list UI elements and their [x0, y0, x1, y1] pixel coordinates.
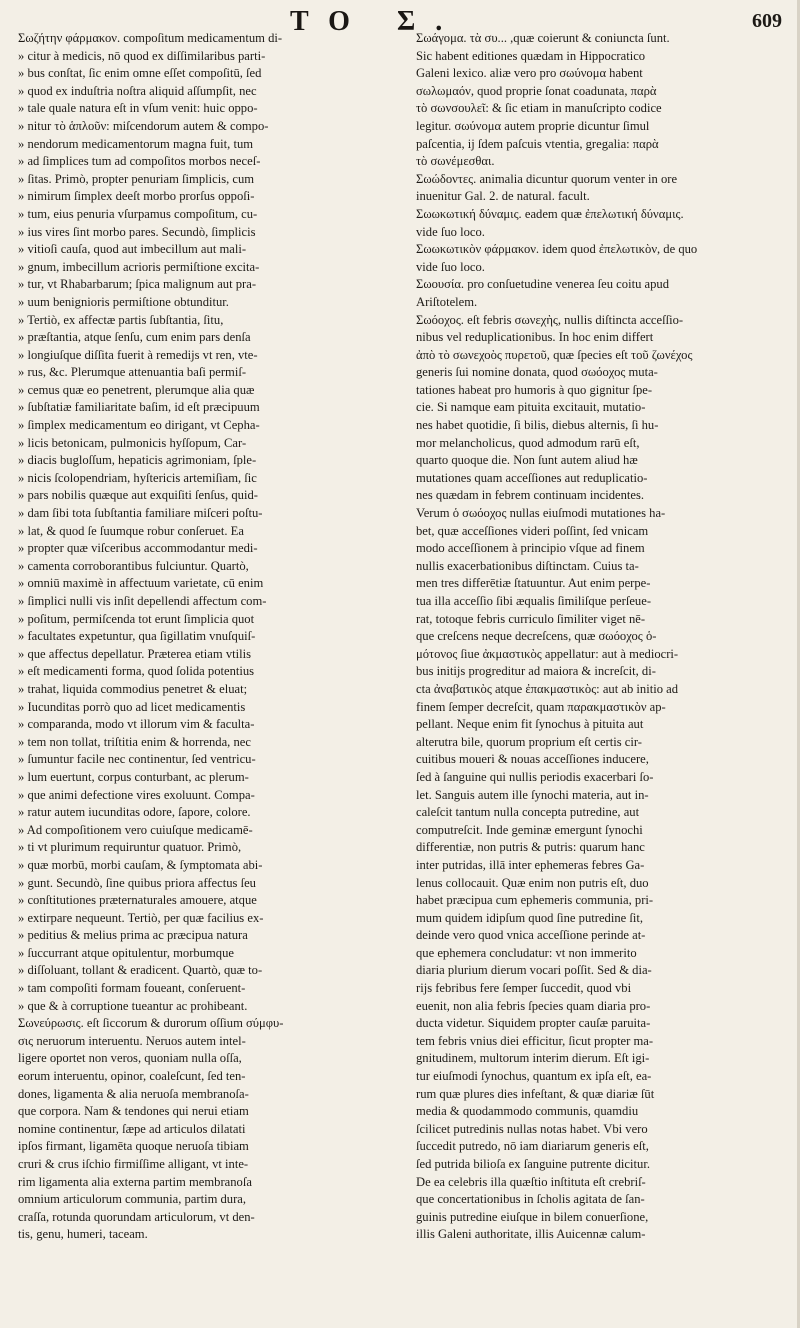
left-column-line: que corpora. Nam & tendones qui nerui etiam: [18, 1104, 249, 1119]
right-text-column: [416, 30, 784, 1242]
right-column-line: tur eiuſmodi ſynochus, quantum ex ipſa eſt, ea-: [416, 1069, 652, 1084]
right-column-line: men tres differētiæ ſtatuuntur. Aut enim perpe-: [416, 576, 651, 591]
right-column-line: nes habet quotidie, ſi bilis, diebus alternis, ſi hu-: [416, 418, 659, 433]
right-column-line: Σωόοχος. eſt febris σωνεχὴς, nullis diſtincta acceſſio-: [416, 312, 684, 327]
right-column-line: tationes habeat pro humoris à quo gignitur ſpe-: [416, 382, 653, 397]
left-column-line: » ſitas. Primò, propter penuriam ſimplicis, cum: [18, 171, 384, 189]
right-column-line: pellant. Neque enim fit ſynochus à pituita aut: [416, 717, 644, 732]
right-column-line: cuitibus moueri & nouas acceſſiones inducere,: [416, 752, 649, 767]
left-column-line: » ſimplici nulli vis inſit depellendi affectum com-: [18, 593, 384, 611]
right-column-line: rat, totoque febris curriculo ſimiliter viget nē-: [416, 611, 646, 626]
right-column-line: Galeni lexico. aliæ vero pro σωύνομα habent: [416, 66, 643, 81]
left-column-line: » ſimplex medicamentum eo dirigant, vt Cepha-: [18, 417, 384, 435]
right-column-line: rum quæ plures dies infeſtant, & quæ diariæ ſūt: [416, 1086, 655, 1101]
left-column-line: » gnum, imbecillum acrioris permiſtione excita-: [18, 259, 384, 277]
right-column-line: media & quodammodo communis, quamdiu: [416, 1104, 639, 1119]
left-column-line: » conſtitutiones præternaturales amouere, atque: [18, 892, 384, 910]
left-column-line: » Tertiò, ex affectæ partis ſubſtantia, ſitu,: [18, 312, 384, 330]
right-column-line: ſed à ſanguine qui nullis periodis exacerbari ſo-: [416, 769, 654, 784]
right-column-line: σωλωμαόν, quod proprie ſonat coadunata, παρὰ: [416, 83, 657, 98]
left-column-line: » Iucunditas porrò quo ad licet medicamentis: [18, 699, 384, 717]
left-column-line: » ſuccurrant atque opitulentur, morbumque: [18, 945, 384, 963]
page-number: 609: [752, 10, 782, 32]
right-column-line: modo acceſſionem à principio vſque ad finem: [416, 541, 645, 556]
right-column-line: que creſcens neque decreſcens, quæ σωόοχος ὁ-: [416, 629, 657, 644]
left-column-line: » trahat, liquida commodius penetret & eluat;: [18, 681, 384, 699]
left-column-line: » licis betonicam, pulmonicis hyſſopum, Car-: [18, 435, 384, 453]
left-column-line: » quod ex induſtria noſtra aliquid aſſumpſit, nec: [18, 83, 384, 101]
right-column-line: bus initijs progreditur ad maiora & increſcit, di-: [416, 664, 656, 679]
right-column-line: Σωουσία. pro conſuetudine venerea ſeu coitu apud «: [416, 276, 784, 294]
left-column-line: eorum interuentu, opinor, coaleſcunt, ſed ten-: [18, 1069, 246, 1084]
left-column-line: » quæ morbū, morbi cauſam, & ſymptomata abi-: [18, 857, 384, 875]
left-column-line: » eſt medicamenti forma, quod ſolida potentius: [18, 663, 384, 681]
left-column-line: » que animi defectione vires exoluunt. Compa-: [18, 787, 384, 805]
left-column-line: tis, genu, humeri, taceam.: [18, 1227, 148, 1242]
left-column-line: » præſtantia, atque ſenſu, cum enim pars denſa: [18, 329, 384, 347]
right-column-line: mor melancholicus, quod admodum rarū eſt,: [416, 435, 640, 450]
right-column-line: caleſcit tantum nulla concepta putredine, aut: [416, 805, 640, 820]
right-column-line: vide ſuo loco.: [416, 224, 485, 239]
left-column-line: cruri & crus iſchio firmiſſime alligant, vt inte-: [18, 1157, 249, 1171]
left-column-line: » tem non tollat, triſtitia enim & horrenda, nec: [18, 734, 384, 752]
right-column-line: mutationes quam acceſſiones aut reduplicatio-: [416, 470, 648, 485]
left-column-line: » que & à corruptione tueantur ac prohibeant.: [18, 998, 384, 1016]
left-column-line: » citur à medicis, nō quod ex diſſimilaribus parti-: [18, 48, 384, 66]
left-column-line: » longiuſque diſſita fuerit à remedijs vt ren, vte-: [18, 347, 384, 365]
left-column-line: Σωνεύρωσις. eſt ſiccorum & durorum oſſium σύμφυ-: [18, 1016, 284, 1031]
right-column-line: mum quidem idipſum quod ſine putredine ſit,: [416, 910, 644, 925]
right-column-line: Σωωκωτική δύναμις. eadem quæ ἐπελωτική δύναμις. «: [416, 206, 784, 224]
left-column-line: ligere oportet non veros, quoniam nulla oſſa,: [18, 1051, 242, 1066]
left-column-line: σις neruorum interuentu. Neruos autem intel-: [18, 1033, 246, 1048]
right-column-line: differentiæ, non putris & putris: quarum hanc: [416, 840, 645, 855]
right-column-line: que concertationibus in ſcholis agitata de ſan-: [416, 1192, 645, 1207]
left-column-line: omnium articulorum communia, partim dura,: [18, 1192, 247, 1207]
right-column-line: computreſcit. Inde geminæ emergunt ſynochi: [416, 822, 643, 837]
left-column-line: » ratur autem iucunditas odore, ſapore, colore.: [18, 804, 384, 822]
left-column-line: » rus, &c. Plerumque attenuantia baſi permiſ-: [18, 364, 384, 382]
left-column-line: » nendorum medicamentorum magna fuit, tum: [18, 136, 384, 154]
right-column-line: tua illa acceſſio ſibi æqualis ſimiliſque perſeue-: [416, 594, 652, 608]
left-column-line: rim ligamenta alia externa partim membranoſa: [18, 1174, 252, 1189]
right-column-line: Sic habent editiones quædam in Hippocratico: [416, 48, 646, 63]
left-column-line: » vitioſi cauſa, quod aut imbecillum aut mali-: [18, 241, 384, 259]
right-column-line: Σωάγομα. τὰ συ... ,quæ coierunt & coniuncta ſunt.: [416, 31, 670, 45]
left-column-line: » dam ſibi tota ſubſtantia familiare miſceri poſtu-: [18, 505, 384, 523]
right-column-line: ſuccedit putredo, nō iam diariarum generis eſt,: [416, 1139, 649, 1154]
left-column-line: » diſſoluant, tollant & eradicent. Quartò, quæ to-: [18, 962, 384, 980]
left-column-line: » que affectus depellatur. Præterea etiam vtilis: [18, 646, 384, 664]
right-column-line: vide ſuo loco.: [416, 259, 485, 274]
right-column-line: Σωώδοντες. animalia dicuntur quorum venter in ore «: [416, 171, 784, 189]
right-column-line: que ephemera concludatur: vt non immerito: [416, 945, 637, 960]
left-column-line: » ius vires ſint morbo pares. Secundò, ſimplicis: [18, 224, 384, 242]
right-column-line: guinis putredine eiuſque in bilem conuerſione,: [416, 1209, 649, 1224]
left-column-line: Σωζήτην φάρμακον. compoſitum medicamentum di-: [18, 31, 283, 45]
right-column-line: Ariſtotelem.: [416, 294, 478, 309]
left-column-line: ipſos firmant, ligamēta quoque neruoſa tibiam: [18, 1139, 249, 1154]
left-column-line: » tur, vt Rhabarbarum; ſpica malignum aut pra-: [18, 276, 384, 294]
left-column-line: » extirpare nequeunt. Tertiò, per quæ facilius ex-: [18, 910, 384, 928]
left-column-line: » facultates expetuntur, qua ſigillatim vnuſquiſ-: [18, 628, 384, 646]
right-column-line: τὸ σωνέμεσθαι.: [416, 154, 495, 169]
right-column-line: quarto quoque die. Non ſunt autem aliud hæ: [416, 453, 638, 468]
right-column-line: nibus vel reduplicationibus. In hoc enim differt: [416, 330, 654, 345]
left-column-line: » bus conſtat, ſic enim omne eſſet compoſitū, ſed: [18, 65, 384, 83]
left-column-line: » diacis bugloſſum, hepaticis agrimoniam, ſple-: [18, 452, 384, 470]
running-head-title: TO Σ.: [290, 6, 463, 37]
right-column-line: euenit, non alia febris ſpecies quam diaria pro-: [416, 998, 651, 1013]
left-column-line: » tale quale natura eſt in vſum venit: huic oppo-: [18, 100, 384, 118]
left-column-line: » pars nobilis quæque aut exquiſiti ſenſus, quid-: [18, 487, 384, 505]
right-column-line: generis ſui nomine donata, quod σωόοχος muta-: [416, 365, 658, 380]
right-column-line: nes quædam in febrem continuam incidentes.: [416, 488, 645, 503]
left-column-line: » uum benignioris permiſtione obtunditur.: [18, 294, 384, 312]
left-column-line: » cemus quæ eo penetrent, plerumque alia quæ: [18, 382, 384, 400]
left-column-line: » comparanda, modo vt illorum vim & faculta-: [18, 716, 384, 734]
left-column-line: » camenta corroborantibus fulciuntur. Quartò,: [18, 558, 384, 576]
right-column-line: ducta videtur. Siquidem propter cauſæ paruita-: [416, 1016, 651, 1031]
left-column-line: craſſa, rotunda quorundam articulorum, vt den-: [18, 1209, 255, 1224]
left-column-line: nomine continentur, ſæpe ad articulos dilatati: [18, 1121, 246, 1136]
right-column-line: inter putridas, illā inter ephemeras febres Ga-: [416, 857, 645, 872]
left-column-line: » tam compoſiti formam foueant, conſeruent-: [18, 980, 384, 998]
right-column-line: legitur. σωύνομα autem proprie dicuntur ſimul: [416, 118, 650, 133]
left-column-line: » lum euertunt, corpus conturbant, ac plerum-: [18, 769, 384, 787]
left-column-line: » omniū maximè in affectuum varietate, cū enim: [18, 575, 384, 593]
left-column-line: » gunt. Secundò, ſine quibus priora affectus ſeu: [18, 875, 384, 893]
left-column-line: » ti vt plurimum requiruntur quatuor. Primò,: [18, 839, 384, 857]
right-column-line: diaria plurium dierum vocari poſſit. Sed & dia-: [416, 963, 652, 978]
right-column-line: let. Sanguis autem ille ſynochi materia, aut in-: [416, 787, 649, 802]
left-column-line: » nimirum ſimplex deeſt morbo prorſus oppoſi-: [18, 188, 384, 206]
left-column-line: » peditius & melius prima ac præcipua natura: [18, 927, 384, 945]
left-column-line: » ſumuntur facile nec continentur, ſed ventricu-: [18, 751, 384, 769]
right-column-line: τὸ σωνσουλεῖ: & ſic etiam in manuſcripto codice: [416, 101, 662, 116]
right-column-line: ſed putrida bilioſa ex ſanguine putrente dicitur.: [416, 1157, 650, 1171]
left-column-line: » Ad compoſitionem vero cuiuſque medicamē-: [18, 822, 384, 840]
right-column-line: nullis exacerbationibus diſtinctam. Cuius ta-: [416, 558, 639, 573]
right-column-line: cta ἀναβατικὸς atque ἐπακμαστικὸς: aut ab initio ad: [416, 681, 679, 696]
right-column-line: gnitudinem, multorum interim dierum. Eſt igi-: [416, 1051, 650, 1066]
right-column-line: bet, quæ acceſſiones videri poſſint, ſed vnicam: [416, 523, 649, 538]
right-column-line: habet præcipua cum ephemeris communia, pri-: [416, 893, 654, 908]
right-column-line: cie. Si namque eam pituita excitauit, mutatio-: [416, 400, 646, 415]
left-column-line: » ad ſimplices tum ad compoſitos morbos neceſ-: [18, 153, 384, 171]
left-column-line: » lat, & quod ſe ſuumque robur conſeruet. Ea: [18, 523, 384, 541]
right-column-line: μότονος ſiue ἀκμαστικὸς appellatur: aut à mediocri-: [416, 646, 679, 661]
left-column-line: » nicis ſcolopendriam, hyſtericis artemiſiam, ſic: [18, 470, 384, 488]
right-column-line: finem ſemper decreſcit, quam παρακμαστικὸν ap-: [416, 699, 666, 714]
right-column-line: ſcilicet putredinis nullas notas habet. Vbi vero: [416, 1121, 648, 1136]
right-column-line: Verum ὁ σωόοχος nullas eiuſmodi mutationes ha-: [416, 506, 666, 521]
left-column-line: » nitur τὸ ἁπλοῦν: miſcendorum autem & compo-: [18, 118, 384, 136]
left-column-line: » tum, eius penuria vſurpamus compoſitum, cu-: [18, 206, 384, 224]
right-column-line: inuenitur Gal. 2. de natural. facult. «: [416, 188, 784, 206]
right-column-line: rijs febribus fere ſemper ſuccedit, quod vbi: [416, 981, 632, 996]
left-column-line: » propter quæ viſceribus accommodantur medi-: [18, 540, 384, 558]
left-text-column: [18, 30, 384, 1242]
right-column-line: lenus collocauit. Quæ enim non putris eſt, duo: [416, 875, 649, 890]
right-column-line: Σωωκωτικὸν φάρμακον. idem quod ἐπελωτικὸν, de quo: [416, 242, 698, 257]
right-column-line: tem febris vnius diei efficitur, ſicut propter ma-: [416, 1033, 654, 1048]
left-column-line: » ſubſtatiæ familiaritate baſim, id eſt præcipuum: [18, 399, 384, 417]
right-column-line: paſcentia, ij ſdem paſcuis vtentia, gregalia: παρὰ: [416, 136, 659, 151]
left-column-line: » poſitum, permiſcenda tot erunt ſimplicia quot: [18, 611, 384, 629]
right-column-line: deinde vero quod vnica acceſſione perinde at-: [416, 928, 646, 943]
right-column-line: alterutra bile, quorum proprium eſt certis cir-: [416, 734, 643, 749]
right-column-line: De ea celebris illa quæſtio inſtituta eſt crebriſ-: [416, 1174, 646, 1189]
right-column-line: illis Galeni authoritate, illis Auicennæ calum-: [416, 1227, 646, 1242]
right-column-line: ἀπὸ τὸ σωνεχοὸς πυρετοῦ, quæ ſpecies eſt τοῦ ζωνέχος: [416, 347, 693, 362]
left-column-line: dones, ligamenta & alia neruoſa membranoſa-: [18, 1086, 249, 1101]
